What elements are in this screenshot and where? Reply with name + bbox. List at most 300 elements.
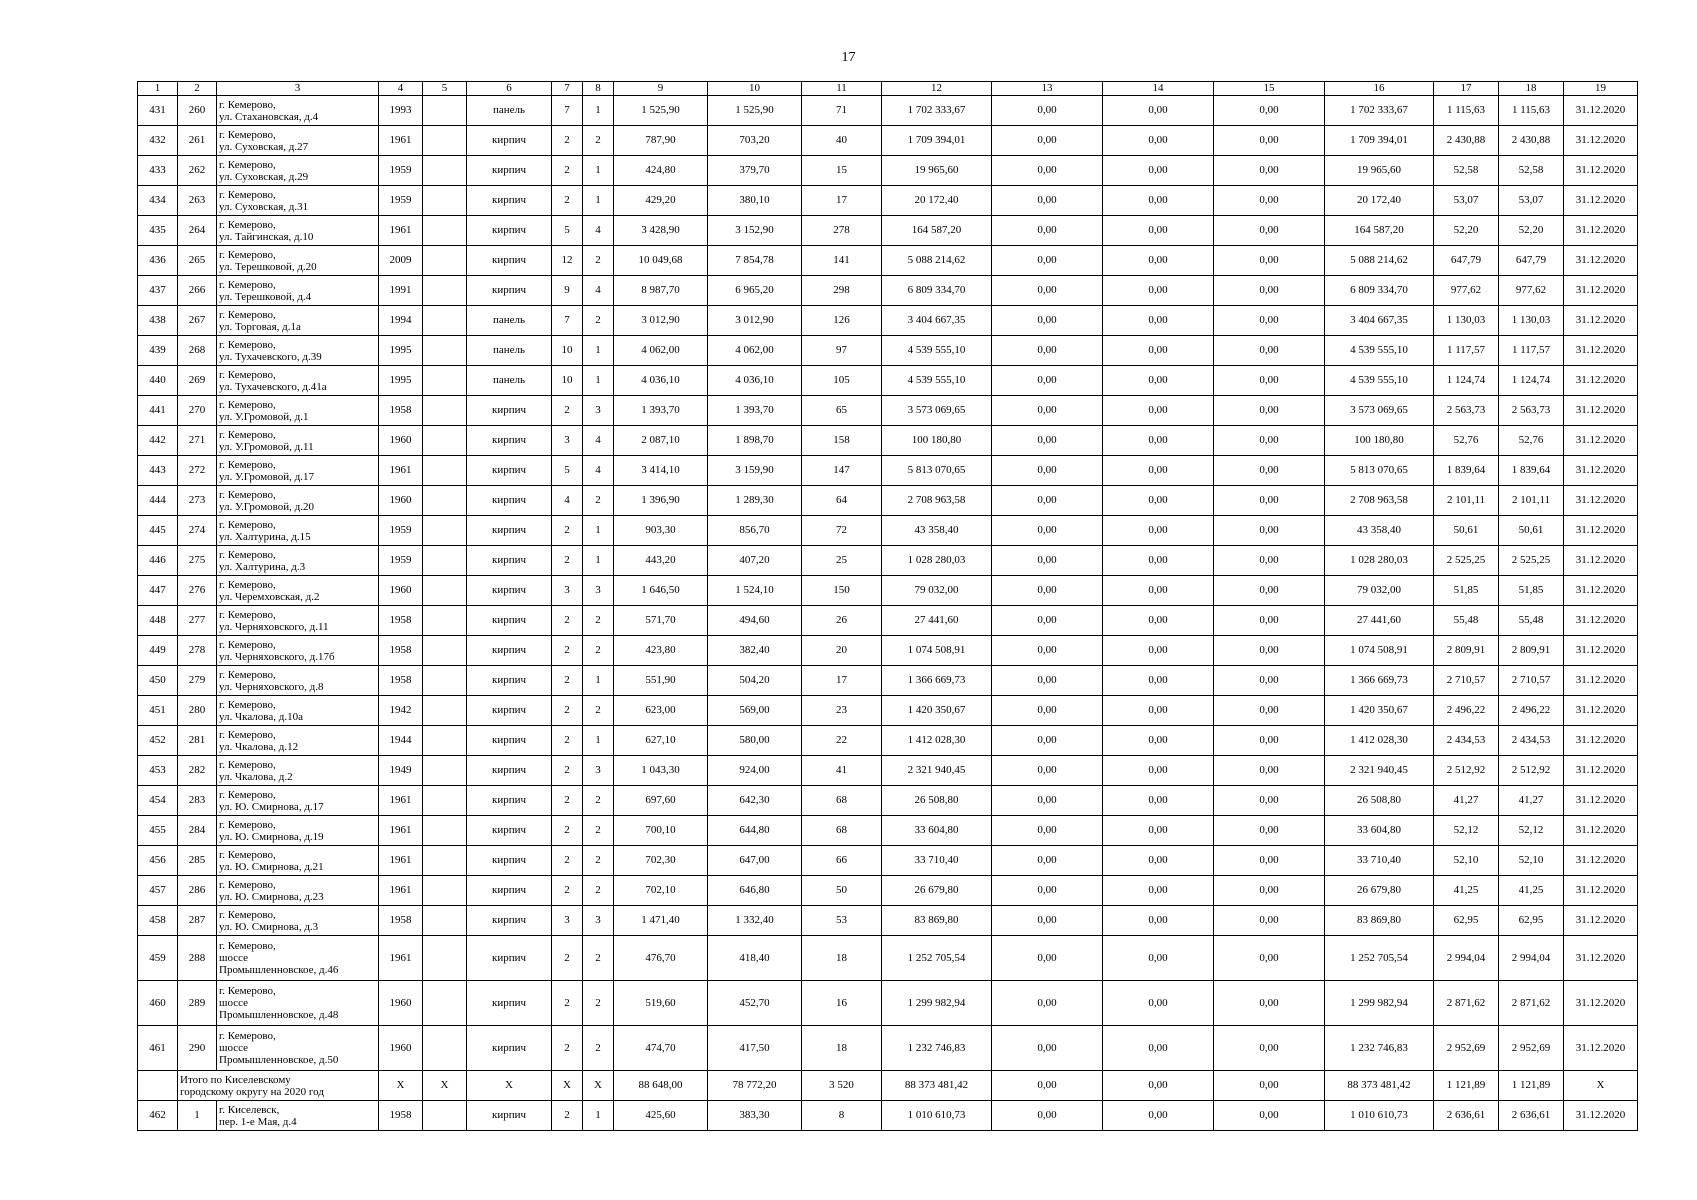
cell-col-9: 3 428,90 [614, 216, 708, 246]
cell-col-13: 0,00 [992, 456, 1103, 486]
table-row [138, 216, 1638, 246]
cell-col-12: 4 539 555,10 [882, 366, 992, 396]
cell-col-16: 1 074 508,91 [1325, 636, 1434, 666]
cell-col-4: 1961 [379, 876, 423, 906]
cell-col-16: 83 869,80 [1325, 906, 1434, 936]
column-header-17: 17 [1434, 82, 1499, 96]
cell-col-10: 452,70 [708, 981, 802, 1026]
cell-col-7: 7 [552, 96, 583, 126]
cell-col-3: г. Кемерово, ул. Тайгинская, д.10 [217, 216, 379, 246]
cell-col-6: кирпич [467, 576, 552, 606]
cell-col-3: г. Кемерово, шоссе Промышленновское, д.46 [217, 936, 379, 981]
cell-col-2: 266 [178, 276, 217, 306]
cell-col-13: 0,00 [992, 786, 1103, 816]
cell-col-1: 445 [138, 516, 178, 546]
table-row [138, 246, 1638, 276]
cell-col-8: 1 [583, 366, 614, 396]
cell-col-11: 97 [802, 336, 882, 366]
cell-col-12: 1 010 610,73 [882, 1101, 992, 1131]
cell-col-17: 52,76 [1434, 426, 1499, 456]
cell-col-18: 2 512,92 [1499, 756, 1564, 786]
cell-col-10: 379,70 [708, 156, 802, 186]
cell-col-7: 2 [552, 666, 583, 696]
cell-col-4: 1961 [379, 846, 423, 876]
cell-col-11: 64 [802, 486, 882, 516]
cell-col-16: 1 299 982,94 [1325, 981, 1434, 1026]
cell-col-12: 4 539 555,10 [882, 336, 992, 366]
cell-col-3: г. Кемерово, ул. Халтурина, д.15 [217, 516, 379, 546]
cell-col-18: 2 636,61 [1499, 1101, 1564, 1131]
cell-col-2: 280 [178, 696, 217, 726]
cell-col-1: 435 [138, 216, 178, 246]
total-cell-col-7: X [552, 1071, 583, 1101]
cell-col-3: г. Кемерово, ул. Суховская, д.27 [217, 126, 379, 156]
cell-col-1: 447 [138, 576, 178, 606]
table-row [138, 156, 1638, 186]
cell-col-9: 443,20 [614, 546, 708, 576]
cell-col-2: 277 [178, 606, 217, 636]
cell-col-15: 0,00 [1214, 336, 1325, 366]
table-row [138, 1026, 1638, 1071]
cell-col-6: кирпич [467, 936, 552, 981]
cell-col-14: 0,00 [1103, 486, 1214, 516]
cell-col-3: г. Кемерово, ул. У.Громовой, д.17 [217, 456, 379, 486]
cell-col-13: 0,00 [992, 336, 1103, 366]
cell-col-12: 1 702 333,67 [882, 96, 992, 126]
cell-col-10: 1 524,10 [708, 576, 802, 606]
cell-col-3: г. Кемерово, ул. Ю. Смирнова, д.21 [217, 846, 379, 876]
table-row [138, 486, 1638, 516]
cell-col-1: 452 [138, 726, 178, 756]
cell-col-1: 462 [138, 1101, 178, 1131]
cell-col-3: г. Кемерово, ул. Ю. Смирнова, д.19 [217, 816, 379, 846]
cell-col-3: г. Кемерово, ул. Суховская, д.31 [217, 186, 379, 216]
cell-col-17: 2 710,57 [1434, 666, 1499, 696]
cell-col-3: г. Кемерово, ул. Чкалова, д.2 [217, 756, 379, 786]
cell-col-7: 2 [552, 636, 583, 666]
cell-col-19: 31.12.2020 [1564, 96, 1638, 126]
cell-col-12: 33 710,40 [882, 846, 992, 876]
cell-col-14: 0,00 [1103, 666, 1214, 696]
cell-col-7: 2 [552, 1026, 583, 1071]
cell-col-11: 41 [802, 756, 882, 786]
table-row [138, 636, 1638, 666]
column-header-11: 11 [802, 82, 882, 96]
cell-col-1: 446 [138, 546, 178, 576]
cell-col-8: 2 [583, 246, 614, 276]
cell-col-13: 0,00 [992, 666, 1103, 696]
table-row [138, 306, 1638, 336]
cell-col-15: 0,00 [1214, 546, 1325, 576]
cell-col-6: кирпич [467, 981, 552, 1026]
cell-col-15: 0,00 [1214, 216, 1325, 246]
cell-col-18: 1 839,64 [1499, 456, 1564, 486]
cell-col-15: 0,00 [1214, 456, 1325, 486]
cell-col-2: 270 [178, 396, 217, 426]
cell-col-14: 0,00 [1103, 456, 1214, 486]
cell-col-7: 3 [552, 576, 583, 606]
cell-col-16: 19 965,60 [1325, 156, 1434, 186]
cell-col-14: 0,00 [1103, 906, 1214, 936]
cell-col-5 [423, 846, 467, 876]
cell-col-1: 461 [138, 1026, 178, 1071]
cell-col-17: 50,61 [1434, 516, 1499, 546]
cell-col-8: 1 [583, 546, 614, 576]
table-header [138, 82, 1638, 96]
cell-col-12: 20 172,40 [882, 186, 992, 216]
cell-col-5 [423, 96, 467, 126]
cell-col-1: 458 [138, 906, 178, 936]
cell-col-19: 31.12.2020 [1564, 576, 1638, 606]
cell-col-17: 2 512,92 [1434, 756, 1499, 786]
cell-col-16: 1 702 333,67 [1325, 96, 1434, 126]
cell-col-8: 2 [583, 126, 614, 156]
cell-col-8: 3 [583, 756, 614, 786]
cell-col-8: 2 [583, 936, 614, 981]
cell-col-8: 2 [583, 786, 614, 816]
cell-col-5 [423, 426, 467, 456]
cell-col-17: 52,10 [1434, 846, 1499, 876]
cell-col-12: 3 573 069,65 [882, 396, 992, 426]
cell-col-2: 283 [178, 786, 217, 816]
cell-col-9: 1 646,50 [614, 576, 708, 606]
cell-col-11: 150 [802, 576, 882, 606]
cell-col-13: 0,00 [992, 186, 1103, 216]
cell-col-14: 0,00 [1103, 636, 1214, 666]
cell-col-10: 504,20 [708, 666, 802, 696]
column-header-2: 2 [178, 82, 217, 96]
cell-col-18: 55,48 [1499, 606, 1564, 636]
cell-col-14: 0,00 [1103, 696, 1214, 726]
cell-col-13: 0,00 [992, 396, 1103, 426]
cell-col-6: кирпич [467, 456, 552, 486]
cell-col-3: г. Кемерово, ул. Суховская, д.29 [217, 156, 379, 186]
cell-col-8: 4 [583, 276, 614, 306]
cell-col-7: 5 [552, 456, 583, 486]
cell-col-13: 0,00 [992, 1101, 1103, 1131]
cell-col-4: 1958 [379, 906, 423, 936]
cell-col-14: 0,00 [1103, 366, 1214, 396]
column-header-3: 3 [217, 82, 379, 96]
cell-col-5 [423, 276, 467, 306]
cell-col-7: 2 [552, 606, 583, 636]
cell-col-11: 18 [802, 936, 882, 981]
cell-col-11: 15 [802, 156, 882, 186]
cell-col-12: 1 299 982,94 [882, 981, 992, 1026]
cell-col-12: 1 028 280,03 [882, 546, 992, 576]
cell-col-5 [423, 696, 467, 726]
cell-col-18: 1 130,03 [1499, 306, 1564, 336]
total-cell-col-12: 88 373 481,42 [882, 1071, 992, 1101]
cell-col-8: 1 [583, 726, 614, 756]
cell-col-9: 1 396,90 [614, 486, 708, 516]
cell-col-3: г. Кемерово, ул. Ю. Смирнова, д.17 [217, 786, 379, 816]
cell-col-9: 700,10 [614, 816, 708, 846]
cell-col-12: 1 366 669,73 [882, 666, 992, 696]
cell-col-7: 10 [552, 366, 583, 396]
cell-col-4: 1994 [379, 306, 423, 336]
cell-col-17: 1 124,74 [1434, 366, 1499, 396]
cell-col-19: 31.12.2020 [1564, 246, 1638, 276]
cell-col-11: 53 [802, 906, 882, 936]
cell-col-2: 263 [178, 186, 217, 216]
cell-col-6: панель [467, 306, 552, 336]
column-header-1: 1 [138, 82, 178, 96]
cell-col-7: 3 [552, 906, 583, 936]
cell-col-12: 1 420 350,67 [882, 696, 992, 726]
cell-col-11: 25 [802, 546, 882, 576]
cell-col-16: 1 028 280,03 [1325, 546, 1434, 576]
cell-col-8: 1 [583, 666, 614, 696]
cell-col-17: 41,27 [1434, 786, 1499, 816]
cell-col-10: 383,30 [708, 1101, 802, 1131]
cell-col-4: 1961 [379, 936, 423, 981]
cell-col-13: 0,00 [992, 1026, 1103, 1071]
cell-col-2: 262 [178, 156, 217, 186]
cell-col-3: г. Кемерово, ул. Тухачевского, д.41а [217, 366, 379, 396]
cell-col-5 [423, 216, 467, 246]
cell-col-16: 1 010 610,73 [1325, 1101, 1434, 1131]
cell-col-5 [423, 606, 467, 636]
cell-col-16: 1 232 746,83 [1325, 1026, 1434, 1071]
cell-col-2: 276 [178, 576, 217, 606]
cell-col-3: г. Кемерово, ул. Чкалова, д.10а [217, 696, 379, 726]
cell-col-2: 285 [178, 846, 217, 876]
cell-col-8: 1 [583, 186, 614, 216]
cell-col-7: 4 [552, 486, 583, 516]
cell-col-10: 7 854,78 [708, 246, 802, 276]
table-row [138, 936, 1638, 981]
cell-col-4: 1958 [379, 1101, 423, 1131]
cell-col-1: 432 [138, 126, 178, 156]
cell-col-11: 158 [802, 426, 882, 456]
total-cell-col-11: 3 520 [802, 1071, 882, 1101]
cell-col-10: 4 062,00 [708, 336, 802, 366]
cell-col-16: 43 358,40 [1325, 516, 1434, 546]
cell-col-13: 0,00 [992, 846, 1103, 876]
cell-col-13: 0,00 [992, 936, 1103, 981]
table-row [138, 366, 1638, 396]
cell-col-17: 647,79 [1434, 246, 1499, 276]
cell-col-13: 0,00 [992, 276, 1103, 306]
cell-col-19: 31.12.2020 [1564, 936, 1638, 981]
cell-col-18: 1 124,74 [1499, 366, 1564, 396]
cell-col-18: 2 710,57 [1499, 666, 1564, 696]
cell-col-11: 16 [802, 981, 882, 1026]
cell-col-6: кирпич [467, 666, 552, 696]
cell-col-7: 2 [552, 786, 583, 816]
cell-col-11: 50 [802, 876, 882, 906]
cell-col-10: 646,80 [708, 876, 802, 906]
cell-col-15: 0,00 [1214, 906, 1325, 936]
cell-col-6: кирпич [467, 426, 552, 456]
cell-col-1: 444 [138, 486, 178, 516]
cell-col-18: 41,25 [1499, 876, 1564, 906]
cell-col-15: 0,00 [1214, 756, 1325, 786]
table-row [138, 876, 1638, 906]
column-number-row [138, 82, 1638, 96]
cell-col-4: 1995 [379, 366, 423, 396]
cell-col-9: 476,70 [614, 936, 708, 981]
cell-col-2: 267 [178, 306, 217, 336]
cell-col-5 [423, 486, 467, 516]
cell-col-15: 0,00 [1214, 636, 1325, 666]
cell-col-5 [423, 186, 467, 216]
total-cell-col-13: 0,00 [992, 1071, 1103, 1101]
cell-col-5 [423, 726, 467, 756]
cell-col-3: г. Кемерово, шоссе Промышленновское, д.50 [217, 1026, 379, 1071]
column-header-15: 15 [1214, 82, 1325, 96]
cell-col-13: 0,00 [992, 126, 1103, 156]
cell-col-15: 0,00 [1214, 186, 1325, 216]
cell-col-4: 1944 [379, 726, 423, 756]
cell-col-19: 31.12.2020 [1564, 1026, 1638, 1071]
cell-col-14: 0,00 [1103, 816, 1214, 846]
cell-col-18: 2 430,88 [1499, 126, 1564, 156]
cell-col-14: 0,00 [1103, 516, 1214, 546]
cell-col-1: 431 [138, 96, 178, 126]
cell-col-9: 903,30 [614, 516, 708, 546]
cell-col-19: 31.12.2020 [1564, 876, 1638, 906]
cell-col-8: 2 [583, 696, 614, 726]
cell-col-17: 2 430,88 [1434, 126, 1499, 156]
cell-col-3: г. Киселевск, пер. 1-е Мая, д.4 [217, 1101, 379, 1131]
cell-col-10: 703,20 [708, 126, 802, 156]
cell-col-7: 2 [552, 396, 583, 426]
column-header-8: 8 [583, 82, 614, 96]
cell-col-19: 31.12.2020 [1564, 156, 1638, 186]
cell-col-6: кирпич [467, 696, 552, 726]
cell-col-4: 1993 [379, 96, 423, 126]
cell-col-3: г. Кемерово, ул. Стахановская, д.4 [217, 96, 379, 126]
cell-col-1: 448 [138, 606, 178, 636]
cell-col-4: 1961 [379, 216, 423, 246]
cell-col-13: 0,00 [992, 546, 1103, 576]
cell-col-8: 2 [583, 636, 614, 666]
cell-col-6: кирпич [467, 606, 552, 636]
cell-col-18: 2 434,53 [1499, 726, 1564, 756]
cell-col-1: 434 [138, 186, 178, 216]
total-cell-col-5: X [423, 1071, 467, 1101]
cell-col-1: 440 [138, 366, 178, 396]
cell-col-15: 0,00 [1214, 486, 1325, 516]
cell-col-19: 31.12.2020 [1564, 756, 1638, 786]
cell-col-3: г. Кемерово, ул. Терешковой, д.20 [217, 246, 379, 276]
cell-col-17: 2 525,25 [1434, 546, 1499, 576]
cell-col-9: 423,80 [614, 636, 708, 666]
cell-col-6: кирпич [467, 846, 552, 876]
cell-col-19: 31.12.2020 [1564, 1101, 1638, 1131]
cell-col-6: кирпич [467, 876, 552, 906]
table-row [138, 606, 1638, 636]
cell-col-17: 1 117,57 [1434, 336, 1499, 366]
cell-col-14: 0,00 [1103, 336, 1214, 366]
table-row [138, 576, 1638, 606]
cell-col-7: 2 [552, 876, 583, 906]
cell-col-5 [423, 336, 467, 366]
cell-col-6: кирпич [467, 786, 552, 816]
total-cell-col-17: 1 121,89 [1434, 1071, 1499, 1101]
cell-col-19: 31.12.2020 [1564, 216, 1638, 246]
cell-col-15: 0,00 [1214, 306, 1325, 336]
cell-col-4: 1958 [379, 636, 423, 666]
cell-col-10: 580,00 [708, 726, 802, 756]
cell-col-19: 31.12.2020 [1564, 816, 1638, 846]
cell-col-10: 417,50 [708, 1026, 802, 1071]
cell-col-8: 3 [583, 396, 614, 426]
cell-col-11: 17 [802, 186, 882, 216]
cell-col-12: 26 508,80 [882, 786, 992, 816]
cell-col-12: 26 679,80 [882, 876, 992, 906]
cell-col-13: 0,00 [992, 876, 1103, 906]
cell-col-19: 31.12.2020 [1564, 636, 1638, 666]
cell-col-3: г. Кемерово, ул. Черняховского, д.8 [217, 666, 379, 696]
cell-col-17: 1 130,03 [1434, 306, 1499, 336]
cell-col-11: 298 [802, 276, 882, 306]
cell-col-2: 288 [178, 936, 217, 981]
cell-col-3: г. Кемерово, ул. Чкалова, д.12 [217, 726, 379, 756]
cell-col-9: 425,60 [614, 1101, 708, 1131]
cell-col-6: кирпич [467, 396, 552, 426]
cell-col-4: 1959 [379, 156, 423, 186]
cell-col-2: 278 [178, 636, 217, 666]
cell-col-18: 52,20 [1499, 216, 1564, 246]
cell-col-12: 1 232 746,83 [882, 1026, 992, 1071]
cell-col-18: 1 115,63 [1499, 96, 1564, 126]
cell-col-15: 0,00 [1214, 276, 1325, 306]
cell-col-5 [423, 576, 467, 606]
cell-col-10: 569,00 [708, 696, 802, 726]
cell-col-6: панель [467, 336, 552, 366]
cell-col-5 [423, 816, 467, 846]
cell-col-19: 31.12.2020 [1564, 486, 1638, 516]
cell-col-9: 702,30 [614, 846, 708, 876]
cell-col-2: 1 [178, 1101, 217, 1131]
cell-col-18: 52,76 [1499, 426, 1564, 456]
cell-col-7: 2 [552, 816, 583, 846]
cell-col-1: 460 [138, 981, 178, 1026]
cell-col-15: 0,00 [1214, 576, 1325, 606]
cell-col-13: 0,00 [992, 981, 1103, 1026]
cell-col-13: 0,00 [992, 576, 1103, 606]
cell-col-16: 27 441,60 [1325, 606, 1434, 636]
cell-col-15: 0,00 [1214, 786, 1325, 816]
cell-col-18: 52,58 [1499, 156, 1564, 186]
cell-col-8: 1 [583, 1101, 614, 1131]
cell-col-9: 8 987,70 [614, 276, 708, 306]
cell-col-19: 31.12.2020 [1564, 396, 1638, 426]
cell-col-17: 55,48 [1434, 606, 1499, 636]
cell-col-11: 126 [802, 306, 882, 336]
cell-col-11: 17 [802, 666, 882, 696]
cell-col-2: 273 [178, 486, 217, 516]
cell-col-7: 2 [552, 186, 583, 216]
cell-col-9: 697,60 [614, 786, 708, 816]
cell-col-18: 2 496,22 [1499, 696, 1564, 726]
cell-col-5 [423, 756, 467, 786]
cell-col-1: 456 [138, 846, 178, 876]
cell-col-5 [423, 1101, 467, 1131]
total-cell-col-15: 0,00 [1214, 1071, 1325, 1101]
cell-col-3: г. Кемерово, ул. Тухачевского, д.39 [217, 336, 379, 366]
cell-col-8: 1 [583, 156, 614, 186]
cell-col-16: 20 172,40 [1325, 186, 1434, 216]
table-row [138, 726, 1638, 756]
cell-col-15: 0,00 [1214, 846, 1325, 876]
table-row [138, 846, 1638, 876]
cell-col-2: 286 [178, 876, 217, 906]
cell-col-16: 26 508,80 [1325, 786, 1434, 816]
